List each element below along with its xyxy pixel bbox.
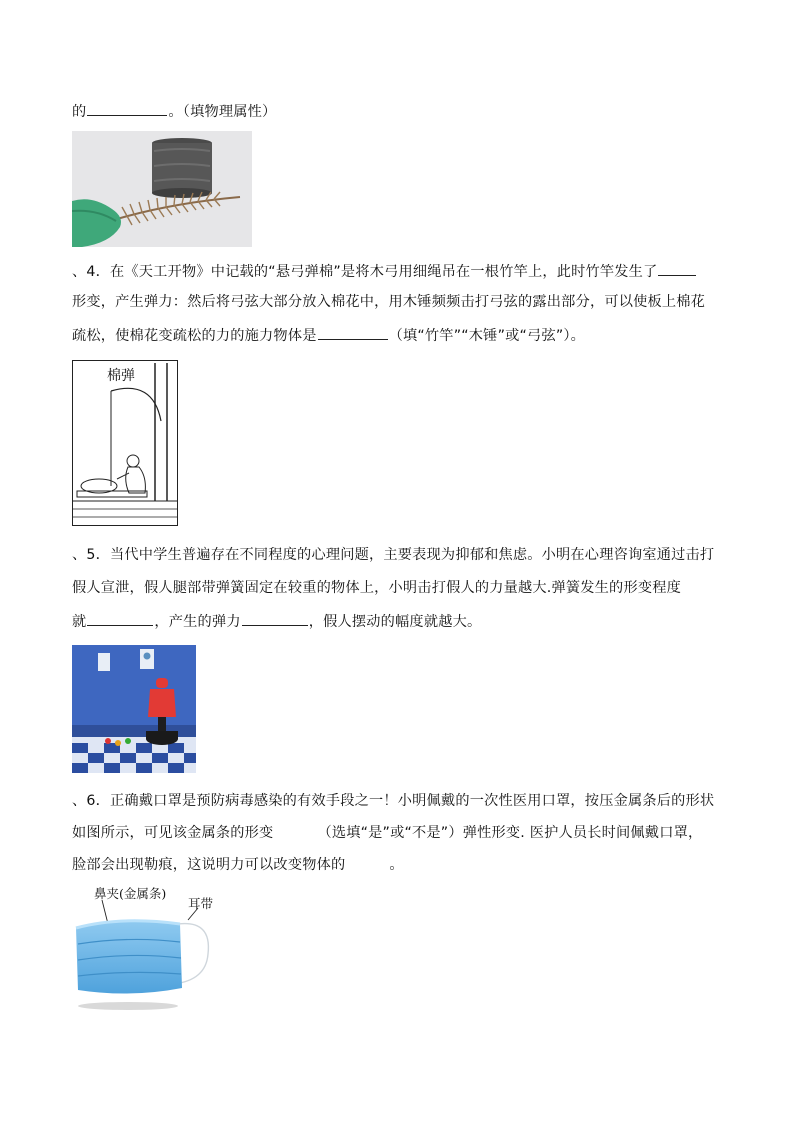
- cotton-bow-illustration: [73, 361, 177, 525]
- figure-punching-dummy: [72, 645, 196, 773]
- feather-weight-illustration: [72, 131, 252, 247]
- nose-clip-label: 鼻夹(金属条): [94, 886, 167, 901]
- figure-cotton-bow: [72, 360, 178, 526]
- figure-cotton-bow-label: 棉弹: [107, 368, 135, 384]
- face-mask-illustration: [70, 884, 220, 1016]
- punching-dummy-illustration: [72, 645, 196, 773]
- q5-blank-1[interactable]: [87, 610, 153, 626]
- q6-line-3: 脸部会出现勒痕，这说明力可以改变物体的 。: [72, 857, 404, 873]
- intro-blank[interactable]: [87, 100, 167, 116]
- q4-blank-2[interactable]: [318, 324, 388, 340]
- q5-blank-2[interactable]: [242, 610, 308, 626]
- q5-line-2: 假人宣泄，假人腿部带弹簧固定在较重的物体上，小明击打假人的力量越大.弹簧发生的形变程度: [72, 580, 681, 596]
- q4-line-1: 、4．在《天工开物》中记载的“悬弓弹棉”是将木弓用细绳吊在一根竹竿上，此时竹竿发生了: [72, 260, 697, 282]
- q4-line-2: 形变，产生弹力：然后将弓弦大部分放入棉花中，用木锤频频击打弓弦的露出部分，可以使板上棉花: [72, 294, 706, 310]
- figure-feather-weight: [72, 131, 252, 247]
- ear-strap-label: 耳带: [188, 896, 214, 911]
- q5-line-3: 就 ，产生的弹力 ，假人摆动的幅度就越大。: [72, 610, 481, 632]
- q4-blank-1[interactable]: [658, 260, 696, 276]
- figure-face-mask: [70, 884, 220, 1016]
- q4-line-3: 疏松，使棉花变疏松的力的施力物体是 （填“竹竿”“木锤”或“弓弦”）。: [72, 324, 585, 346]
- q6-line-2: 如图所示，可见该金属条的形变 （选填“是”或“不是”）弹性形变. 医护人员长时间佩戴口罩，: [72, 825, 703, 841]
- intro-line: 的 。（填物理属性）: [72, 100, 276, 122]
- q6-line-1: 、6．正确戴口罩是预防病毒感染的有效手段之一！小明佩戴的一次性医用口罩，按压金属条后的形状: [72, 793, 715, 809]
- q5-line-1: 、5．当代中学生普遍存在不同程度的心理问题，主要表现为抑郁和焦虑。小明在心理咨询室通过击打: [72, 547, 715, 563]
